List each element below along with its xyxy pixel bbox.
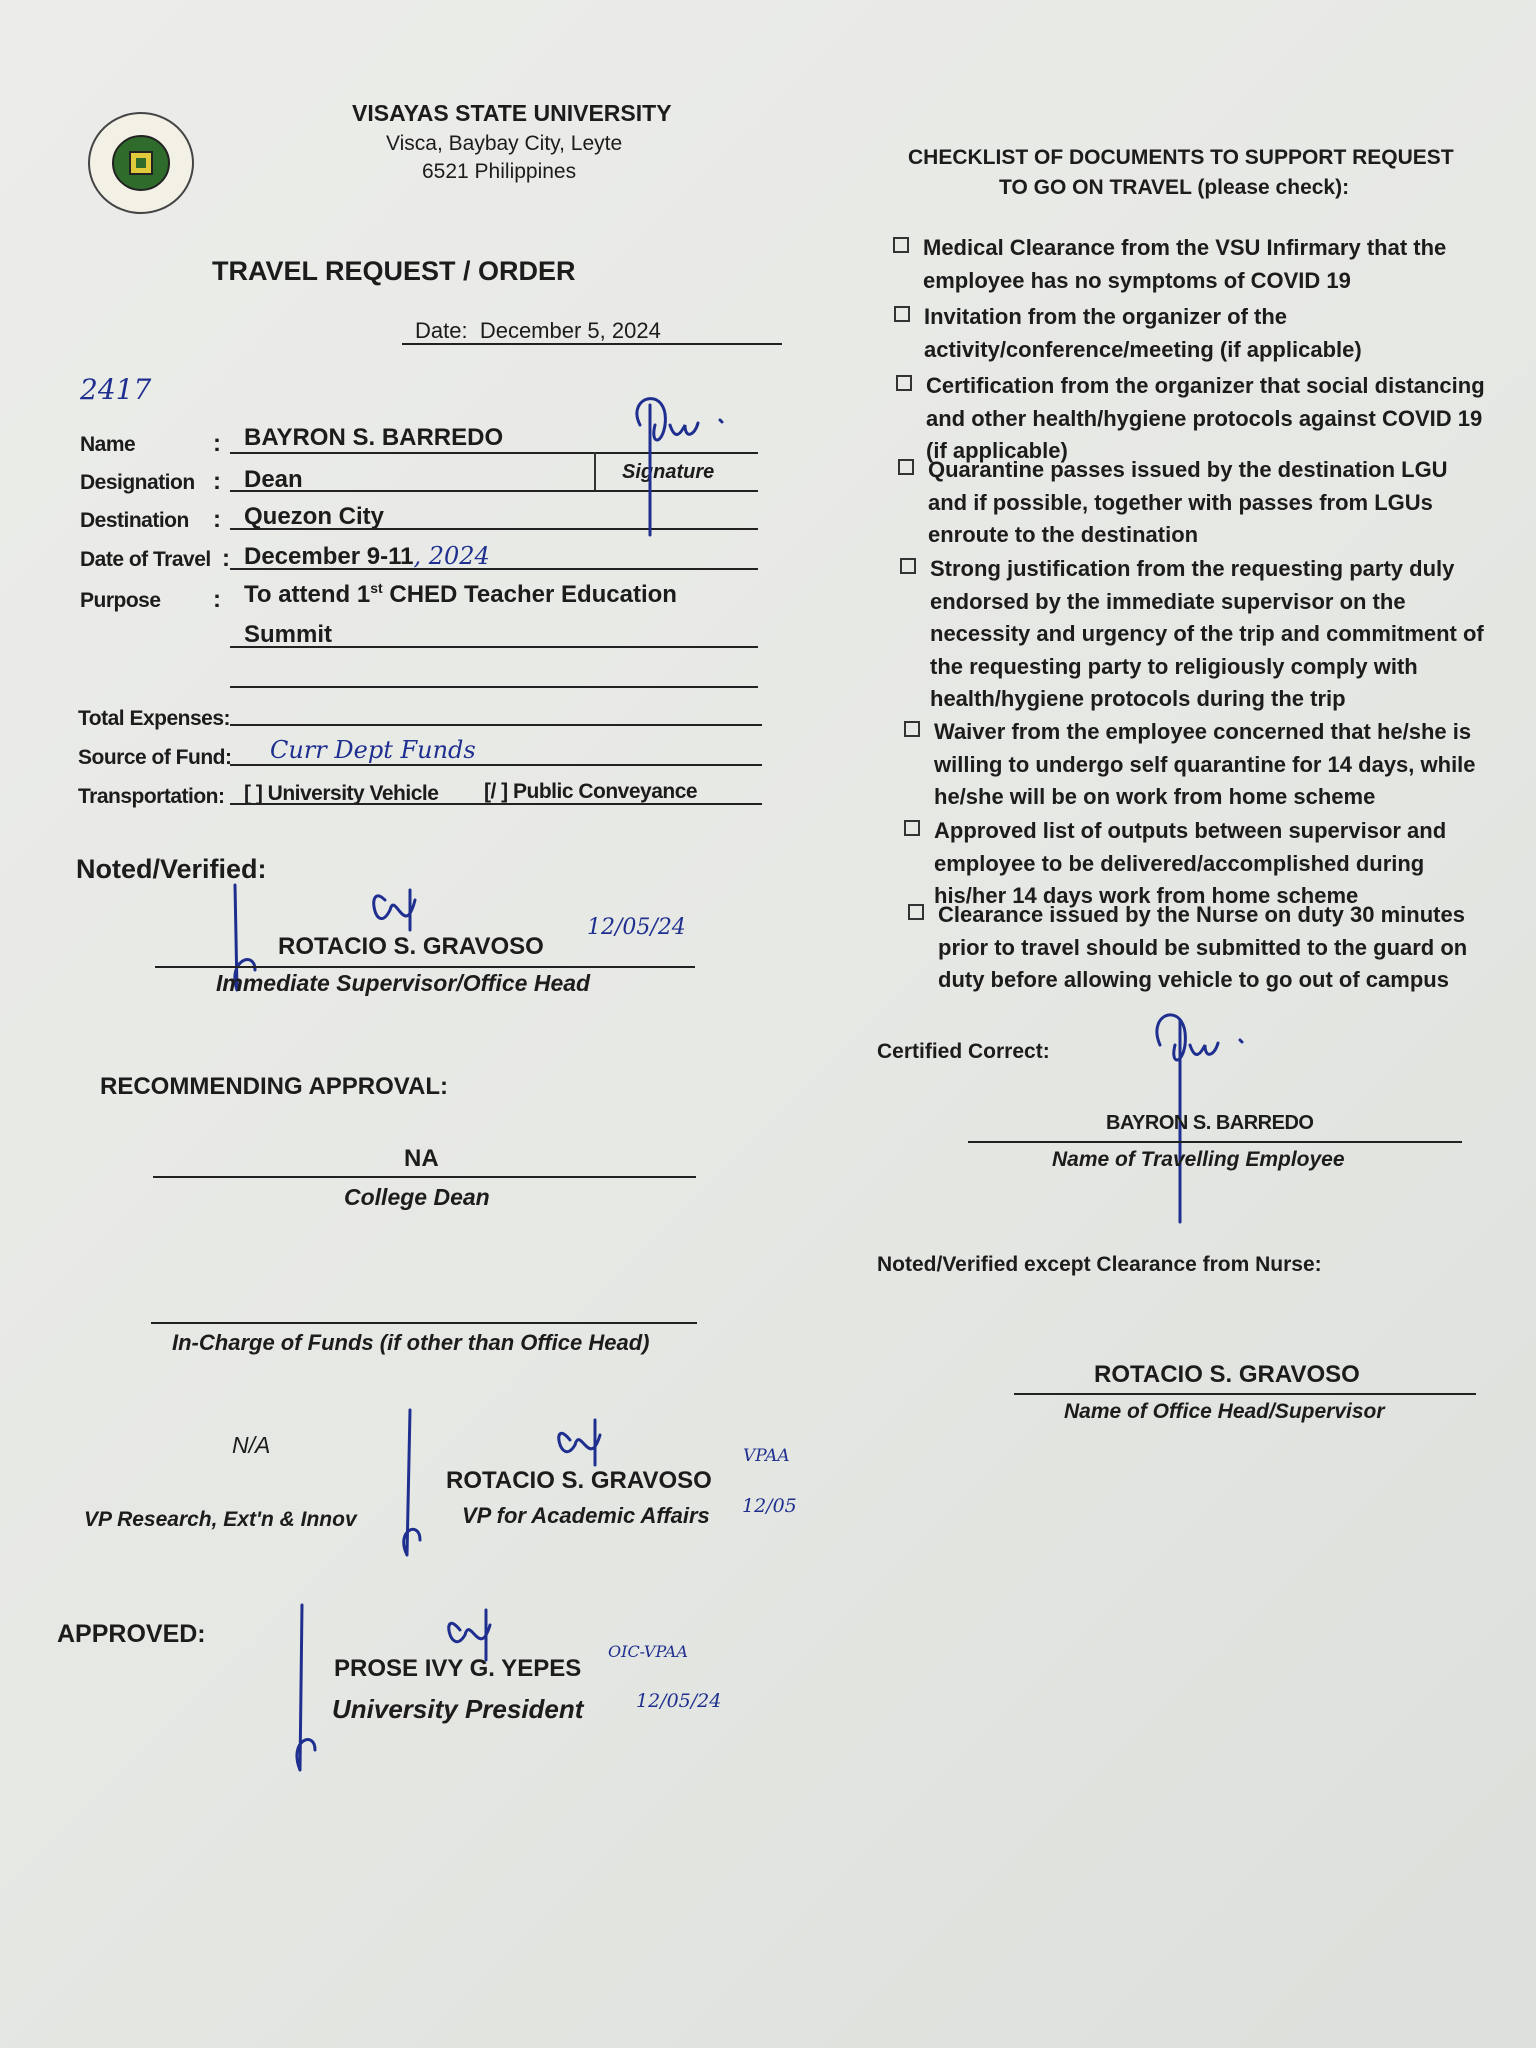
checklist-item-text: Clearance issued by the Nurse on duty 30 minutes prior to travel should be submitted to the guard on duty before allowing vehicle to go out of campus — [938, 902, 1468, 992]
purpose-text-b: CHED Teacher Education — [382, 581, 677, 608]
checkbox[interactable] — [898, 459, 914, 475]
purpose-value — [244, 580, 677, 609]
source-of-fund-label: Source of Fund: — [78, 746, 232, 769]
checklist-item-text: Medical Clearance from the VSU Infirmary that the employee has no symptoms of COVID 19 — [923, 235, 1447, 293]
vp-research-role: VP Research, Ext'n & Innov — [84, 1508, 357, 1531]
checkbox[interactable] — [896, 375, 912, 391]
checklist-item[interactable] — [896, 370, 1496, 468]
checklist-title-line2: TO GO ON TRAVEL (please check): — [999, 176, 1350, 199]
certified-role: Name of Travelling Employee — [1052, 1148, 1345, 1171]
university-name: VISAYAS STATE UNIVERSITY — [352, 100, 672, 126]
purpose-value-line2: Summit — [244, 621, 333, 648]
checkbox[interactable] — [908, 904, 924, 920]
name-label: Name — [80, 433, 136, 456]
checklist-item-text: Approved list of outputs between supervisor and employee to be delivered/accomplished during his/her 14 days work from home scheme — [934, 818, 1447, 908]
purpose-label: Purpose — [80, 589, 161, 612]
checkbox[interactable] — [894, 306, 910, 322]
date-of-travel-handwritten: , 2024 — [413, 542, 490, 570]
recommending-approval-label: RECOMMENDING APPROVAL: — [100, 1073, 448, 1100]
designation-label: Designation — [80, 471, 195, 494]
transport-university-vehicle[interactable]: [ ] University Vehicle — [244, 782, 439, 805]
certified-correct-label: Certified Correct: — [877, 1040, 1050, 1063]
signature-label: Signature — [622, 461, 715, 483]
transportation-label: Transportation: — [78, 785, 225, 808]
date-label: Date: — [415, 318, 468, 343]
checklist-item-text: Certification from the organizer that social distancing and other health/hygiene protocols against COVID 19 (if applicable) — [926, 373, 1485, 463]
president-role: University President — [332, 1694, 584, 1724]
checklist-item-text: Invitation from the organizer of the activity/conference/meeting (if applicable) — [924, 304, 1362, 362]
date-of-travel-label: Date of Travel — [80, 548, 211, 571]
checkbox[interactable] — [900, 558, 916, 574]
president-handwritten-note1: OIC-VPAA — [608, 1642, 688, 1661]
address-line2: 6521 Philippines — [422, 160, 577, 183]
destination-label: Destination — [80, 509, 189, 532]
checklist-title-line1: CHECKLIST OF DOCUMENTS TO SUPPORT REQUEST — [908, 146, 1454, 169]
address-line1: Visca, Baybay City, Leyte — [386, 132, 623, 155]
in-charge-of-funds-role: In-Charge of Funds (if other than Office Head) — [172, 1330, 650, 1355]
handwritten-number: 2417 — [80, 373, 152, 406]
form-title: TRAVEL REQUEST / ORDER — [212, 256, 576, 286]
checklist-item-text: Quarantine passes issued by the destination LGU and if possible, together with passes from LGUs enroute to the destination — [928, 457, 1448, 547]
college-dean-role: College Dean — [344, 1184, 490, 1210]
designation-value: Dean — [244, 466, 303, 493]
checkbox[interactable] — [904, 820, 920, 836]
date-of-travel-typed: December 9-11 — [244, 543, 414, 570]
checklist-item-text: Waiver from the employee concerned that he/she is willing to undergo self quarantine for 14 days, while he/she will be on work from home scheme — [934, 719, 1476, 809]
noted-name: ROTACIO S. GRAVOSO — [278, 933, 544, 960]
president-signature — [280, 1600, 580, 1780]
date-value: December 5, 2024 — [479, 318, 661, 343]
checklist-item[interactable] — [893, 232, 1493, 297]
noted-handwritten-date: 12/05/24 — [587, 915, 686, 940]
name-value: BAYRON S. BARREDO — [244, 424, 504, 451]
president-handwritten-note2: 12/05/24 — [636, 1690, 722, 1712]
vpaa-handwritten-note2: 12/05 — [742, 1495, 797, 1517]
university-seal — [86, 110, 196, 216]
transport-public-conveyance[interactable]: [/ ] Public Conveyance — [484, 780, 698, 803]
destination-value: Quezon City — [244, 503, 385, 530]
approved-label: APPROVED: — [57, 1620, 206, 1648]
vpaa-handwritten-note1: VPAA — [743, 1446, 790, 1466]
source-of-fund-handwritten: Curr Dept Funds — [270, 736, 476, 764]
vpaa-name: ROTACIO S. GRAVOSO — [446, 1467, 712, 1494]
noted-except-name: ROTACIO S. GRAVOSO — [1094, 1361, 1360, 1388]
checklist-item[interactable] — [904, 815, 1504, 913]
noted-role: Immediate Supervisor/Office Head — [216, 970, 591, 996]
checklist-item[interactable] — [898, 454, 1498, 552]
checklist-item[interactable] — [904, 716, 1504, 814]
purpose-sup: st — [370, 580, 383, 596]
vp-research-value: N/A — [232, 1432, 271, 1458]
noted-verified-label: Noted/Verified: — [76, 854, 267, 884]
vpaa-role: VP for Academic Affairs — [462, 1503, 710, 1528]
applicant-signature — [620, 385, 740, 535]
checklist-item[interactable] — [894, 301, 1494, 366]
checklist-item[interactable] — [908, 899, 1508, 997]
college-dean-value: NA — [404, 1145, 439, 1172]
certified-name: BAYRON S. BARREDO — [1106, 1112, 1314, 1134]
president-name: PROSE IVY G. YEPES — [334, 1655, 582, 1682]
total-expenses-label: Total Expenses: — [78, 707, 230, 730]
date-of-travel-value — [244, 542, 490, 571]
purpose-text-a: To attend 1 — [244, 581, 371, 608]
checkbox[interactable] — [893, 237, 909, 253]
noted-except-role: Name of Office Head/Supervisor — [1064, 1400, 1385, 1423]
date-field — [415, 318, 661, 344]
checkbox[interactable] — [904, 721, 920, 737]
noted-except-label: Noted/Verified except Clearance from Nurse: — [877, 1253, 1322, 1276]
checklist-item[interactable] — [900, 553, 1500, 716]
checklist-item-text: Strong justification from the requesting party duly endorsed by the immediate supervisor on the necessity and urgency of the trip and commitment of the requesting party to religiously comply with health/hygiene protocols during the trip — [930, 556, 1484, 711]
